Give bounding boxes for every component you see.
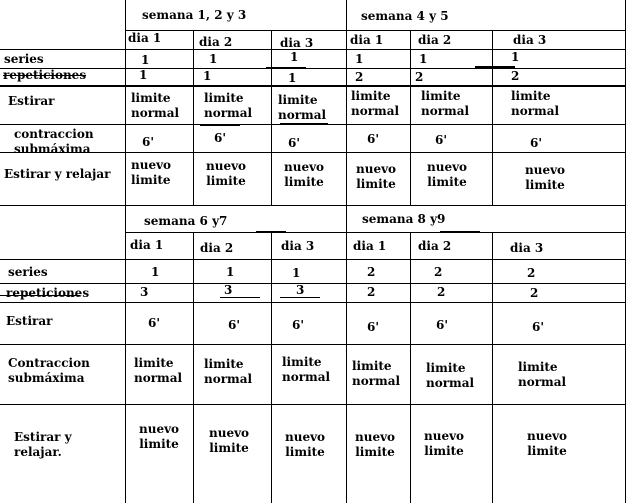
contraccion-value: 6': [367, 132, 380, 146]
contraccion-value: 6': [288, 136, 301, 150]
repeticiones-value: 2: [530, 286, 539, 300]
relajar-cell: nuevo limite: [356, 162, 397, 191]
contraccion-cell: limite normal: [282, 355, 331, 384]
relajar-cell: nuevo limite: [131, 158, 172, 187]
day-header: dia 2: [418, 33, 452, 47]
relajar-cell: nuevo limite: [139, 422, 180, 451]
day-header: dia 1: [353, 239, 387, 253]
day-header: dia 1: [128, 31, 162, 45]
repeticiones-value: 2: [437, 285, 446, 299]
day-header: dia 3: [510, 241, 544, 255]
row-label-relajar: Estirar y relajar: [4, 167, 111, 181]
row-label-series: series: [8, 265, 48, 279]
relajar-cell: nuevo limite: [206, 159, 247, 188]
estirar-cell: limite normal: [421, 89, 470, 118]
relajar-cell: nuevo limite: [285, 430, 326, 459]
contraccion-cell: limite normal: [518, 360, 567, 389]
row-label-repeticiones: repeticiones: [6, 286, 90, 300]
week-header-4-5: semana 4 y 5: [361, 9, 449, 23]
series-value: 1: [141, 53, 150, 67]
estirar-cell: limite normal: [204, 91, 253, 120]
estirar-cell: limite normal: [131, 91, 180, 120]
contraccion-value: 6': [435, 133, 448, 147]
relajar-cell: nuevo limite: [424, 429, 465, 458]
estirar-value: 6': [292, 318, 305, 332]
series-value: 1: [226, 265, 235, 279]
row-label-contraccion: contraccion submáxima: [14, 127, 94, 156]
row-label-estirar: Estirar: [6, 314, 53, 328]
contraccion-cell: limite normal: [204, 357, 253, 386]
estirar-cell: limite normal: [278, 93, 327, 122]
repeticiones-value: 1: [139, 68, 148, 82]
estirar-value: 6': [367, 320, 380, 334]
repeticiones-value: 2: [355, 70, 364, 84]
row-label-repeticiones: repeticiones: [3, 68, 87, 82]
series-value: 1: [511, 50, 520, 64]
series-value: 1: [355, 52, 364, 66]
week-header-6-7: semana 6 y7: [144, 214, 228, 228]
row-label-series: series: [4, 52, 44, 66]
day-header: dia 3: [281, 239, 315, 253]
row-label-relajar: Estirar y relajar.: [14, 430, 72, 459]
contraccion-cell: limite normal: [426, 361, 475, 390]
relajar-cell: nuevo limite: [527, 429, 568, 458]
repeticiones-value: 2: [367, 285, 376, 299]
estirar-cell: limite normal: [511, 89, 560, 118]
relajar-cell: nuevo limite: [209, 426, 250, 455]
estirar-value: 6': [532, 320, 545, 334]
estirar-value: 6': [148, 316, 161, 330]
repeticiones-value: 3: [224, 283, 233, 297]
repeticiones-value: 2: [415, 70, 424, 84]
series-value: 2: [527, 266, 536, 280]
day-header: dia 3: [513, 33, 547, 47]
series-value: 1: [290, 50, 299, 64]
series-value: 2: [434, 265, 443, 279]
repeticiones-value: 3: [296, 283, 305, 297]
relajar-cell: nuevo limite: [284, 160, 325, 189]
contraccion-cell: limite normal: [134, 356, 183, 385]
row-label-contraccion: Contraccion submáxima: [8, 356, 90, 385]
repeticiones-value: 1: [288, 71, 297, 85]
series-value: 1: [209, 52, 218, 66]
repeticiones-value: 1: [203, 69, 212, 83]
day-header: dia 3: [280, 36, 314, 50]
series-value: 2: [367, 265, 376, 279]
contraccion-value: 6': [214, 131, 227, 145]
week-header-8-9: semana 8 y9: [362, 212, 446, 226]
repeticiones-value: 2: [511, 69, 520, 83]
estirar-cell: limite normal: [351, 89, 400, 118]
relajar-cell: nuevo limite: [427, 160, 468, 189]
day-header: dia 2: [199, 35, 233, 49]
day-header: dia 1: [130, 238, 164, 252]
contraccion-value: 6': [142, 135, 155, 149]
series-value: 1: [419, 52, 428, 66]
relajar-cell: nuevo limite: [355, 430, 396, 459]
row-label-estirar: Estirar: [8, 94, 55, 108]
relajar-cell: nuevo limite: [525, 163, 566, 192]
repeticiones-value: 3: [140, 285, 149, 299]
estirar-value: 6': [436, 318, 449, 332]
series-value: 1: [151, 265, 160, 279]
series-value: 1: [292, 266, 301, 280]
week-header-1-3: semana 1, 2 y 3: [142, 8, 247, 22]
day-header: dia 2: [200, 241, 234, 255]
day-header: dia 2: [418, 239, 452, 253]
contraccion-value: 6': [530, 136, 543, 150]
day-header: dia 1: [350, 33, 384, 47]
contraccion-cell: limite normal: [352, 359, 401, 388]
estirar-value: 6': [228, 318, 241, 332]
